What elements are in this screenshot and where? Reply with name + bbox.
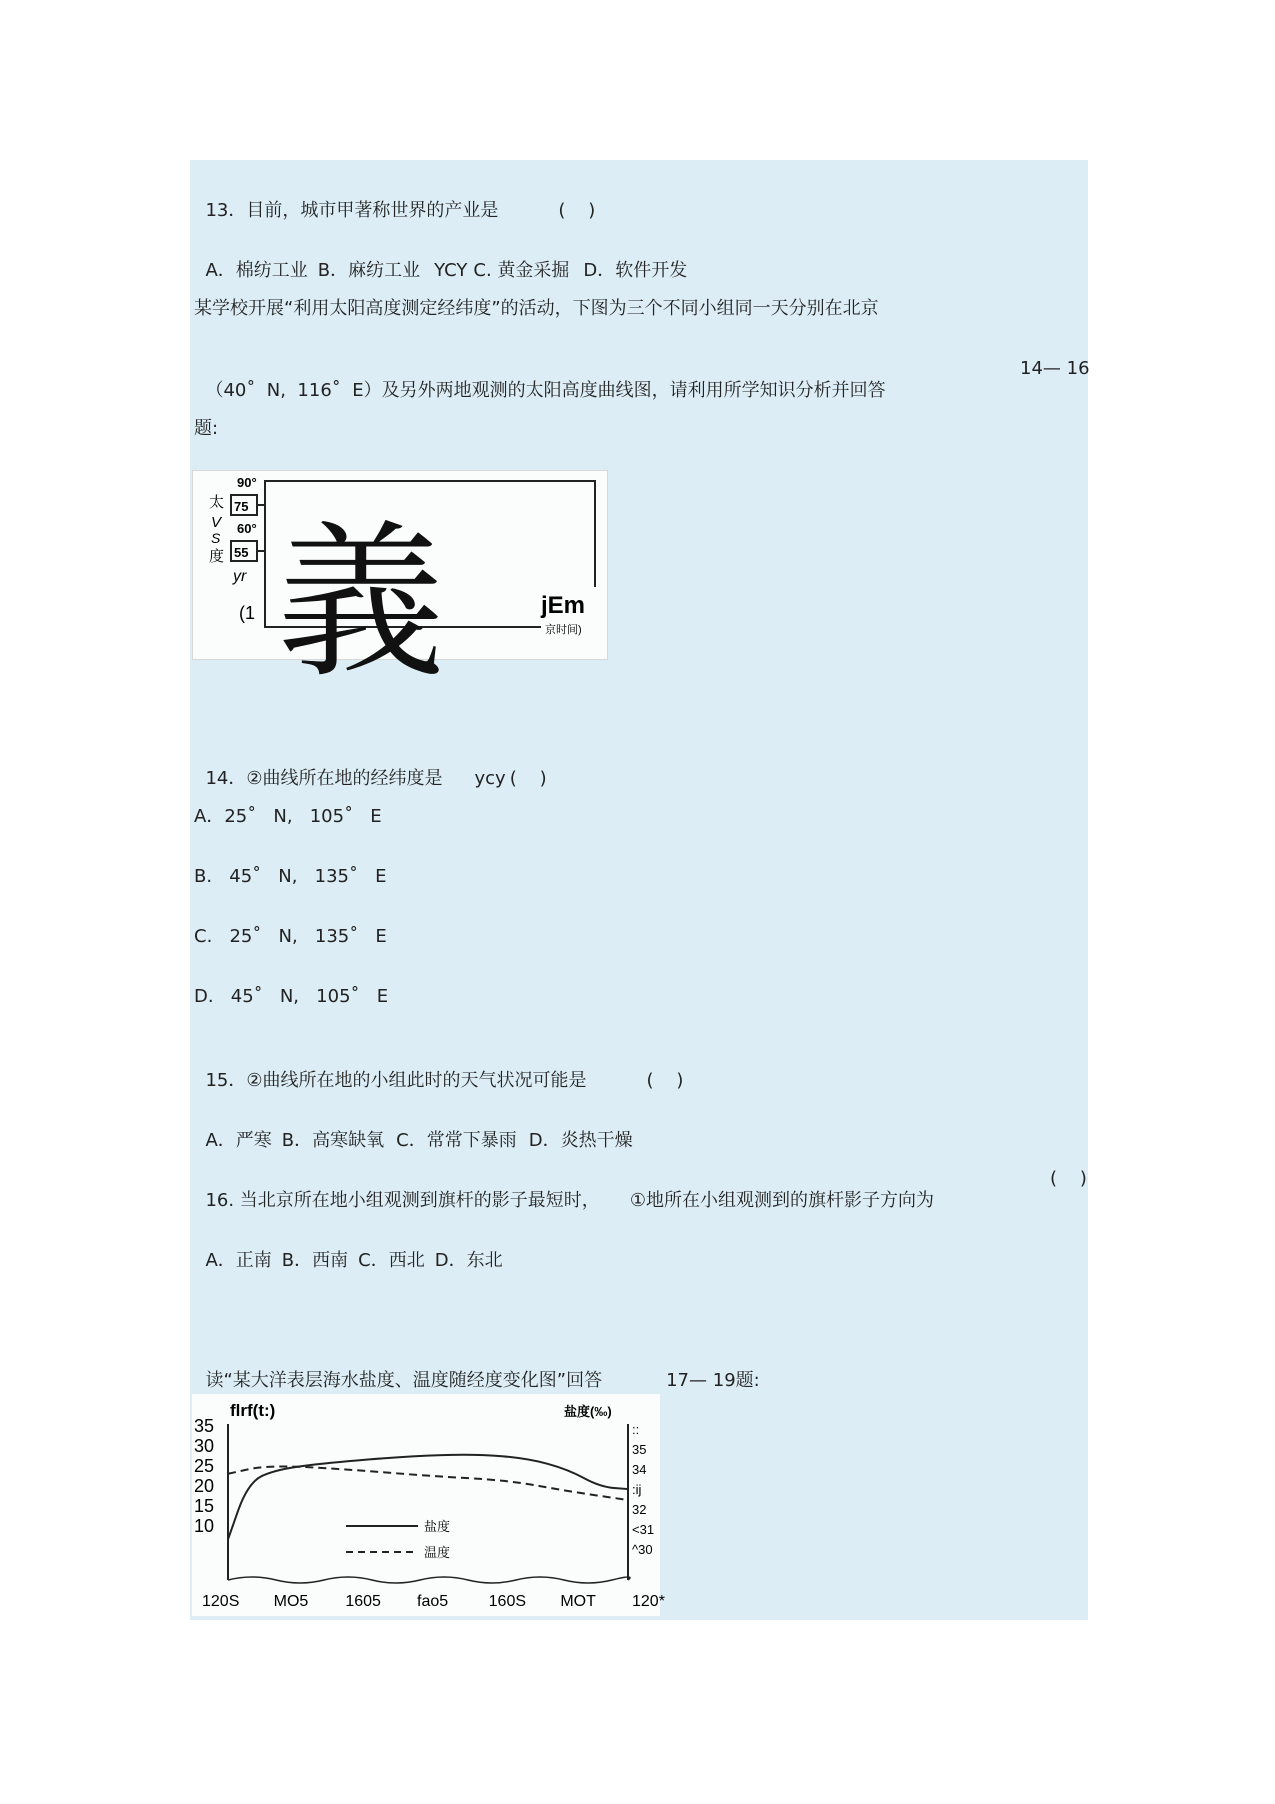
q13-option-c[interactable]: C. 黄金采掘 bbox=[473, 260, 570, 281]
y-tick-left: 10 bbox=[194, 1516, 215, 1536]
intro2-suffix: 题: bbox=[735, 1370, 760, 1391]
q15-line bbox=[194, 1048, 683, 1092]
x-caption: 京时间) bbox=[545, 624, 582, 636]
y-tick-right: 34 bbox=[632, 1462, 647, 1477]
y-tick-55: 55 bbox=[234, 545, 249, 560]
q13-options bbox=[194, 238, 687, 282]
intro-line-3: 题: bbox=[194, 418, 219, 439]
x-tick: fao5 bbox=[417, 1593, 449, 1610]
q16-stem: 16. 当北京所在地小组观测到旗杆的影子最短时， bbox=[205, 1190, 600, 1211]
legend-temperature: 温度 bbox=[424, 1545, 451, 1560]
q14-option-b[interactable]: B. 45˚ N, 135˚ E bbox=[194, 866, 387, 887]
intro-line-2 bbox=[194, 358, 886, 402]
q16-option-c[interactable]: C．西北 bbox=[358, 1250, 425, 1271]
q13-option-d[interactable]: D．软件开发 bbox=[583, 260, 688, 281]
solar-altitude-figure bbox=[192, 470, 608, 697]
x-tick: 1605 bbox=[345, 1593, 381, 1610]
solar-altitude-svg bbox=[193, 471, 607, 697]
intro-line-1: 某学校开展“利用太阳高度测定经纬度”的活动，下图为三个不同小组同一天分别在北京 bbox=[194, 298, 879, 319]
q14-stem: 14．②曲线所在地的经纬度是 bbox=[205, 768, 443, 789]
side-label-1: V bbox=[211, 514, 222, 531]
q15-option-c[interactable]: C．常常下暴雨 bbox=[396, 1130, 517, 1151]
q15-option-a[interactable]: A．严寒 bbox=[205, 1130, 272, 1151]
intro2-text: 读“某大洋表层海水盐度、温度随经度变化图”回答 bbox=[205, 1370, 603, 1391]
x-tick: MOT bbox=[560, 1593, 596, 1610]
intro2-range: 17— 19 bbox=[666, 1370, 736, 1391]
chart-right-ylabel: 盐度(‰) bbox=[564, 1404, 612, 1419]
q13-option-b[interactable]: B．麻纺工业 bbox=[317, 260, 421, 281]
side-label-2: S bbox=[211, 530, 221, 546]
intro-line-2-text: （40˚ N, 116˚ E）及另外两地观测的太阳高度曲线图，请利用所学知识分析并回答 bbox=[205, 380, 886, 401]
q13-paren: ( ) bbox=[558, 200, 596, 221]
q16-stem-2: ①地所在小组观测到的旗杆影子方向为 bbox=[629, 1190, 934, 1211]
q16-paren: ( ) bbox=[1050, 1168, 1087, 1189]
intro2-line bbox=[194, 1348, 760, 1392]
y-tick-left: 15 bbox=[194, 1496, 215, 1516]
y-tick-left: 30 bbox=[194, 1436, 215, 1456]
q15-stem: 15．②曲线所在地的小组此时的天气状况可能是 bbox=[205, 1070, 587, 1091]
jem-label: jEm bbox=[541, 592, 586, 619]
y-tick-left: 20 bbox=[194, 1476, 215, 1496]
y-tick-right: :ij bbox=[632, 1482, 642, 1497]
side-label-0: 太 bbox=[209, 494, 225, 511]
side-label-3: 度 bbox=[209, 548, 225, 565]
q14-option-d[interactable]: D. 45˚ N, 105˚ E bbox=[194, 986, 389, 1007]
q16-line bbox=[194, 1168, 934, 1212]
ocean-chart-figure bbox=[192, 1394, 665, 1616]
q14-line bbox=[194, 746, 547, 790]
q16-option-d[interactable]: D．东北 bbox=[434, 1250, 503, 1271]
y-tick-right: ^30 bbox=[632, 1542, 653, 1557]
y-tick-right: 32 bbox=[632, 1502, 647, 1517]
q15-option-d[interactable]: D．炎热干燥 bbox=[528, 1130, 633, 1151]
y-tick-75: 75 bbox=[234, 499, 249, 514]
x-tick: MO5 bbox=[273, 1593, 309, 1610]
y-tick-left: 25 bbox=[194, 1456, 215, 1476]
q16-option-a[interactable]: A．正南 bbox=[205, 1250, 272, 1271]
yr-label: yr bbox=[233, 568, 247, 585]
q16-option-b[interactable]: B．西南 bbox=[281, 1250, 349, 1271]
q14-noise: ycy bbox=[474, 768, 506, 789]
q15-options bbox=[194, 1108, 633, 1152]
q15-paren: ( ) bbox=[646, 1070, 684, 1091]
q14-option-c[interactable]: C. 25˚ N, 135˚ E bbox=[194, 926, 387, 947]
q13-stem: 13．目前，城市甲著称世界的产业是 bbox=[205, 200, 499, 221]
q15-option-b[interactable]: B．高寒缺氧 bbox=[281, 1130, 385, 1151]
y-tick-right: 35 bbox=[632, 1442, 647, 1457]
q14-option-a[interactable]: A．25˚ N, 105˚ E bbox=[194, 806, 382, 827]
q14-paren: ( ) bbox=[509, 768, 547, 789]
y-tick-90: 90° bbox=[237, 475, 257, 490]
q13-noise: YCY bbox=[434, 260, 468, 281]
q13-option-a[interactable]: A．棉纺工业 bbox=[205, 260, 308, 281]
y-tick-left: 35 bbox=[194, 1416, 215, 1436]
q13-line bbox=[194, 178, 595, 222]
y-tick-60: 60° bbox=[237, 521, 257, 536]
legend-salinity: 盐度 bbox=[424, 1519, 451, 1534]
chart-left-ylabel: flrf(t:) bbox=[230, 1401, 276, 1420]
x-tick: 120* bbox=[632, 1593, 665, 1610]
q16-options bbox=[194, 1228, 503, 1272]
ocean-chart-svg bbox=[192, 1394, 665, 1616]
big-glyph: 義 bbox=[277, 509, 445, 697]
intro-range: 14— 16 bbox=[1020, 358, 1090, 379]
x-tick: 160S bbox=[488, 1593, 527, 1610]
x-tick: 120S bbox=[202, 1593, 240, 1610]
origin-label: (1 bbox=[239, 603, 256, 623]
wavy-baseline bbox=[228, 1577, 630, 1583]
y-tick-right: :: bbox=[632, 1422, 640, 1437]
y-tick-right: <31 bbox=[632, 1522, 655, 1537]
